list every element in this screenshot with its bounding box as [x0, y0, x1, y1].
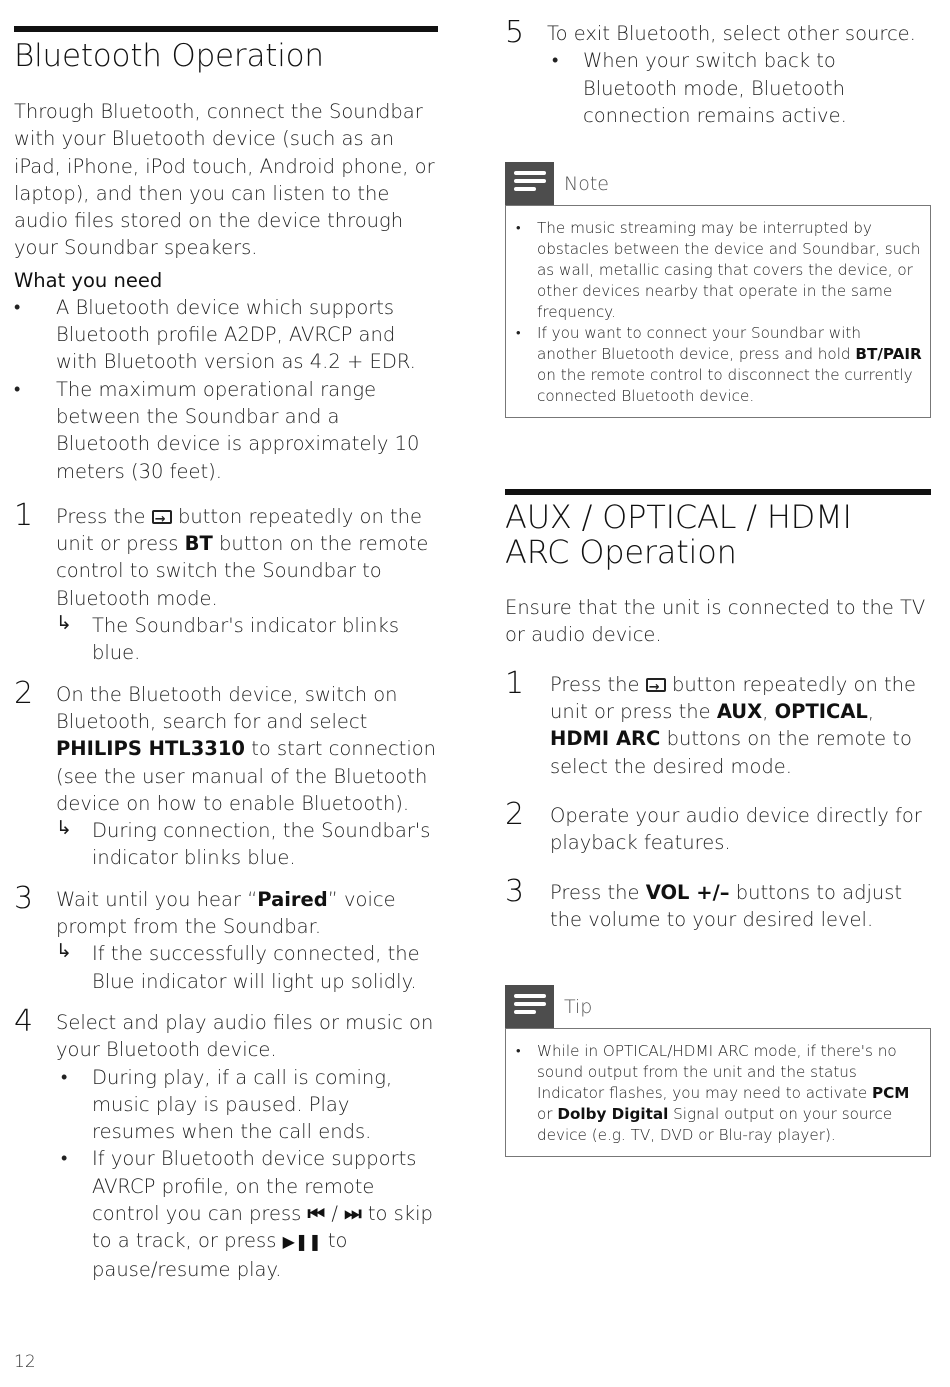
step-text: Press the VOL +/– buttons to adjust the volume to your desired level.	[550, 880, 903, 931]
step-bullet: • When your switch back to Bluetooth mode, Bluetooth connection remains active.	[547, 47, 931, 129]
note-box	[505, 205, 931, 418]
step-bullet: • If your Bluetooth device supports AVRCP profile, on the remote control you can press ⏮ / ⏭ to skip to a track, or press ▶❚❚ to pause/resume play.	[56, 1145, 438, 1282]
step-bullets	[56, 1064, 438, 1283]
bt-step-1	[14, 497, 438, 667]
step-number: 4	[14, 1003, 34, 1039]
note-item: • The music streaming may be interrupted by obstacles between the device and Soundbar, such as wall, metallic casing that covers the device, or other devices nearby that operate in the same frequency.	[516, 218, 922, 323]
note-item: • If you want to connect your Soundbar with another Bluetooth device, press and hold BT/PAIR on the remote control to disconnect the currently connected Bluetooth device.	[516, 323, 922, 407]
result-arrow-icon: ↳	[56, 817, 72, 840]
note-icon	[505, 162, 554, 205]
title-rule	[505, 489, 931, 495]
next-track-icon: ⏭	[344, 1201, 362, 1225]
tip-icon	[505, 985, 554, 1028]
what-you-need-heading: What you need	[14, 268, 163, 292]
left-column	[14, 0, 438, 1283]
result-arrow-icon: ↳	[56, 940, 72, 963]
right-column	[505, 0, 931, 1157]
step-text: Press the → button repeatedly on the unit or press the AUX, OPTICAL, HDMI ARC buttons on the remote to select the desired mode.	[550, 671, 931, 780]
step-number: 5	[505, 15, 525, 50]
tip-header	[505, 985, 931, 1028]
step-number: 3	[505, 873, 525, 909]
title-rule	[14, 26, 438, 32]
aux-step-1	[505, 665, 931, 780]
tip-label: Tip	[564, 995, 593, 1018]
play-pause-icon: ▶❚❚	[282, 1232, 322, 1252]
step-number: 2	[505, 796, 525, 832]
note-header	[505, 162, 931, 205]
tip-box	[505, 1028, 931, 1157]
source-input-icon	[152, 510, 172, 524]
step-number: 3	[14, 880, 34, 916]
aux-step-2	[505, 796, 931, 857]
bt-step-3	[14, 880, 438, 995]
aux-step-3	[505, 873, 931, 934]
step-bullet: • During play, if a call is coming, music play is paused. Play resumes when the call ends.	[56, 1064, 438, 1146]
tip-section	[505, 985, 931, 1157]
step-result: ↳ During connection, the Soundbar's indicator blinks blue.	[56, 817, 431, 870]
aux-title: AUX / OPTICAL / HDMI ARC Operation	[505, 498, 852, 572]
source-input-icon	[646, 678, 666, 692]
bt-step-4	[14, 1003, 438, 1283]
step-text: Select and play audio files or music on your Bluetooth device.	[56, 1010, 434, 1062]
need-item: • The maximum operational range between the Soundbar and a Bluetooth device is approximately 10 meters (30 feet).	[14, 376, 438, 485]
previous-track-icon: ⏮	[307, 1201, 326, 1225]
step-number: 1	[505, 665, 525, 701]
bluetooth-title: Bluetooth Operation	[14, 38, 324, 74]
step-result: ↳ If the successfully connected, the Blue indicator will light up solidly.	[56, 940, 420, 993]
step-text: To exit Bluetooth, select other source.	[547, 22, 916, 45]
need-item: • A Bluetooth device which supports Bluetooth profile A2DP, AVRCP and with Bluetooth version as 4.2 + EDR.	[14, 294, 438, 376]
step-text: Wait until you hear “Paired” voice prompt from the Soundbar.	[56, 887, 396, 939]
step-number: 1	[14, 497, 34, 533]
bt-step-5	[505, 15, 931, 129]
page-number: 12	[14, 1352, 36, 1372]
step-bullets	[547, 47, 931, 129]
tip-item: • While in OPTICAL/HDMI ARC mode, if there's no sound output from the unit and the status Indicator flashes, you may need to activate PCM or Dolby Digital Signal output on your source device (e.g. TV, DVD or Blu-ray player).	[516, 1041, 922, 1146]
bluetooth-intro: Through Bluetooth, connect the Soundbar with your Bluetooth device (such as an iPad, iPhone, iPod touch, Android phone, or laptop), and then you can listen to the audio files stored on the device through your Soundbar speakers.	[14, 100, 435, 260]
needs-list	[14, 294, 438, 485]
bt-step-2	[14, 675, 438, 872]
note-section	[505, 162, 931, 418]
aux-intro: Ensure that the unit is connected to the TV or audio device.	[505, 596, 926, 647]
note-label: Note	[564, 172, 609, 195]
step-text: Press the → button repeatedly on the unit or press BT button on the remote control to switch the Soundbar to Bluetooth mode.	[56, 503, 438, 612]
step-number: 2	[14, 675, 34, 711]
step-text: On the Bluetooth device, switch on Bluetooth, search for and select PHILIPS HTL3310 to start connection (see the user manual of the Bluetooth device on how to enable Bluetooth).	[56, 682, 437, 815]
step-text: Operate your audio device directly for playback features.	[550, 803, 922, 855]
step-result: ↳ The Soundbar's indicator blinks blue.	[56, 612, 399, 665]
result-arrow-icon: ↳	[56, 612, 72, 635]
